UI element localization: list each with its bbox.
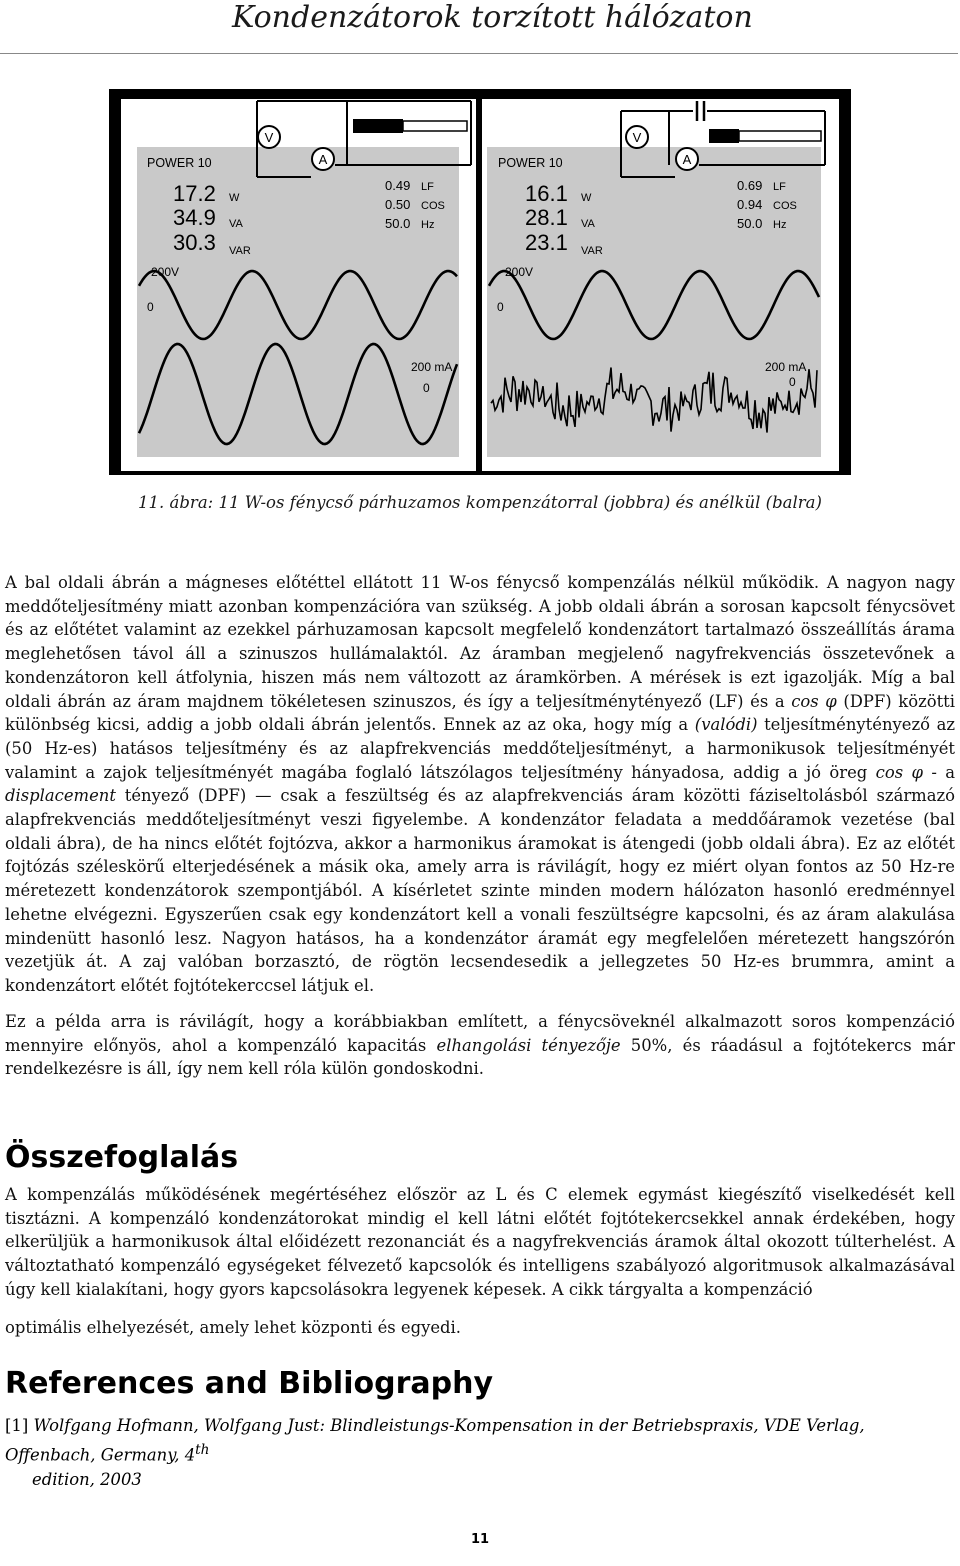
fluorescent-tube-icon <box>739 131 821 141</box>
left-va-unit: VA <box>229 218 243 230</box>
fluorescent-tube-icon <box>403 121 467 131</box>
right-power-label: POWER 10 <box>498 156 563 170</box>
right-current-zero: 0 <box>789 375 796 389</box>
figure-oscilloscope-comparison <box>109 89 851 475</box>
reference-1-line2: edition, 2003 <box>32 1470 142 1490</box>
right-lf-value: 0.69 <box>737 178 763 193</box>
right-watts-value: 16.1 <box>525 181 568 206</box>
summary-heading: Összefoglalás <box>5 1140 239 1175</box>
left-var-value: 30.3 <box>173 230 216 255</box>
right-meter-a-label: A <box>682 152 692 167</box>
right-cos-value: 0.94 <box>737 197 763 212</box>
left-cos-unit: COS <box>421 200 445 212</box>
reference-1-sup: th <box>195 1442 210 1458</box>
left-watts-value: 17.2 <box>173 181 216 206</box>
right-hz-unit: Hz <box>773 219 787 231</box>
right-var-value: 23.1 <box>525 230 568 255</box>
right-watts-unit: W <box>581 192 592 204</box>
left-lf-value: 0.49 <box>385 178 411 193</box>
left-lf-unit: LF <box>421 181 434 193</box>
right-voltage-scale: 200V <box>505 265 534 279</box>
right-panel <box>482 99 839 471</box>
left-meter-v-label: V <box>264 130 274 145</box>
left-voltage-zero: 0 <box>147 300 154 314</box>
right-cos-unit: COS <box>773 200 797 212</box>
left-hz-unit: Hz <box>421 219 435 231</box>
references-heading: References and Bibliography <box>5 1366 493 1401</box>
left-hz-value: 50.0 <box>385 216 411 231</box>
right-voltage-zero: 0 <box>497 300 504 314</box>
left-va-value: 34.9 <box>173 205 216 230</box>
paragraph-2: Ez a példa arra is rávilágít, hogy a korábbiakban említett, a fénycsöveknél alkalmazott soros kompenzáció mennyire előnyös, ahol a kompenzáló kapacitás elhangolási tényezője 50%, és ráadásul a fojtótekercs már rendelkezésre is áll, így nem kell róla külön gondoskodni. <box>5 1012 956 1079</box>
left-watts-unit: W <box>229 192 240 204</box>
reference-1-number: [1] <box>5 1416 29 1435</box>
running-header-title: Kondenzátorok torzított hálózaton <box>232 0 753 35</box>
left-current-zero: 0 <box>423 381 430 395</box>
left-voltage-scale: 200V <box>151 265 180 279</box>
left-power-label: POWER 10 <box>147 156 212 170</box>
right-current-scale: 200 mA <box>765 360 807 374</box>
left-meter-a-label: A <box>318 152 328 167</box>
header-rule <box>0 53 958 54</box>
paragraph-summary-end: optimális elhelyezését, amely lehet központi és egyedi. <box>5 1318 461 1337</box>
left-var-unit: VAR <box>229 245 251 257</box>
right-hz-value: 50.0 <box>737 216 763 231</box>
left-panel <box>121 99 476 471</box>
page-number: 11 <box>470 1532 490 1547</box>
paragraph-1: A bal oldali ábrán a mágneses előtéttel ellátott 11 W-os fénycső kompenzálás nélkül működik. A nagyon nagy meddőteljesítmény miatt azonban kompenzációra van szükség. A jobb oldali ábrán a sorosan kapcsolt fénycsövet és az előtétet valamint az ezekkel párhuzamosan kapcsolt megfelelő kondenzátort tartalmazó összeállítás árama meglehetősen távol áll a szinuszos hullámalaktól. Az áramban megjelenő nagyfrekvenciás összetevőnek a kondenzátoron kell átfolynia, hiszen más nem változott az áramkörben. A mérések is ezt igazolják. Míg a bal oldali ábrán az áram majdnem tökéletesen szinuszos, és így a teljesítménytényező (LF) és a cos φ (DPF) közötti különbség kicsi, addig a jobb oldali ábrán jelentős. Ennek az az oka, hogy míg a (valódi) teljesítménytényező az (50 Hz-es) hatásos teljesítmény és az alapfrekvenciás meddőteljesítményt, a harmonikusok teljesítményét valamint a zajok teljesítményét magába foglaló látszólagos teljesítmény hányadosa, addig a jó öreg cos φ - a displacement tényező (DPF) — csak a feszültség és az alapfrekvenciás áram közötti fáziseltolásból származó alapfrekvenciás meddőteljesítményt veszi figyelembe. A kondenzátor feladata a meddőáramok vezetése (bal oldali ábra), de ha nincs előtét fojtózva, akkor a harmonikus áramokat is átengedi (jobb oldali ábra). Ez az előtét fojtózás széleskörű elterjedésének a másik oka, amely arra is rávilágít, hogy ez miért olyan fontos az 50 Hz-re méretezett kondenzátorok szempontjából. A kísérletet szinte minden modern hálózaton hasonló eredménnyel lehetne elvégezni. Egyszerűen csak egy kondenzátort kell a vonali feszültségre kapcsolni, és az áram alakulása mindenütt hasonló lesz. Nagyon hatásos, ha a kondenzátor áramát egy megfelelően méretezett hangszórón vezetjük át. A zaj valóban borzasztó, de rögtön lecsendesedik a jellegzetes 50 Hz-es brummra, amint a kondenzátort előtét fojtótekerccsel látjuk el. <box>5 573 955 995</box>
ballast-icon <box>353 119 403 133</box>
figure-caption: 11. ábra: 11 W-os fénycső párhuzamos kompenzátorral (jobbra) és anélkül (balra) <box>138 493 822 512</box>
right-va-value: 28.1 <box>525 205 568 230</box>
right-meter-v-label: V <box>632 130 642 145</box>
right-va-unit: VA <box>581 218 595 230</box>
right-lf-unit: LF <box>773 181 786 193</box>
reference-1 <box>5 1413 955 1492</box>
ballast-icon <box>709 129 739 143</box>
reference-1-text: Wolfgang Hofmann, Wolfgang Just: Blindleistungs-Kompensation in der Betriebspraxis, VDE Verlag, Offenbach, Germany, 4 <box>5 1416 865 1465</box>
left-current-scale: 200 mA <box>411 360 453 374</box>
right-var-unit: VAR <box>581 245 603 257</box>
left-cos-value: 0.50 <box>385 197 411 212</box>
paragraph-summary: A kompenzálás működésének megértéséhez először az L és C elemek egymást kiegészítő viselkedését kell tisztázni. A kompenzáló kondenzátorokat mindig el kell látni előtét fojtótekercsekkel annak érdekében, hogy elkerüljük a harmonikusok által előidézett rezonanciát és a nagyfrekvenciás áramok által okozott túlterhelést. A változtatható kompenzáló egységeket félvezető kapcsolók és intelligens szabályozó algoritmusok alkalmazásával úgy kell kialakítani, hogy gyors kapcsolásokra legyenek képesek. A cikk tárgyalta a kompenzáció <box>5 1185 955 1299</box>
